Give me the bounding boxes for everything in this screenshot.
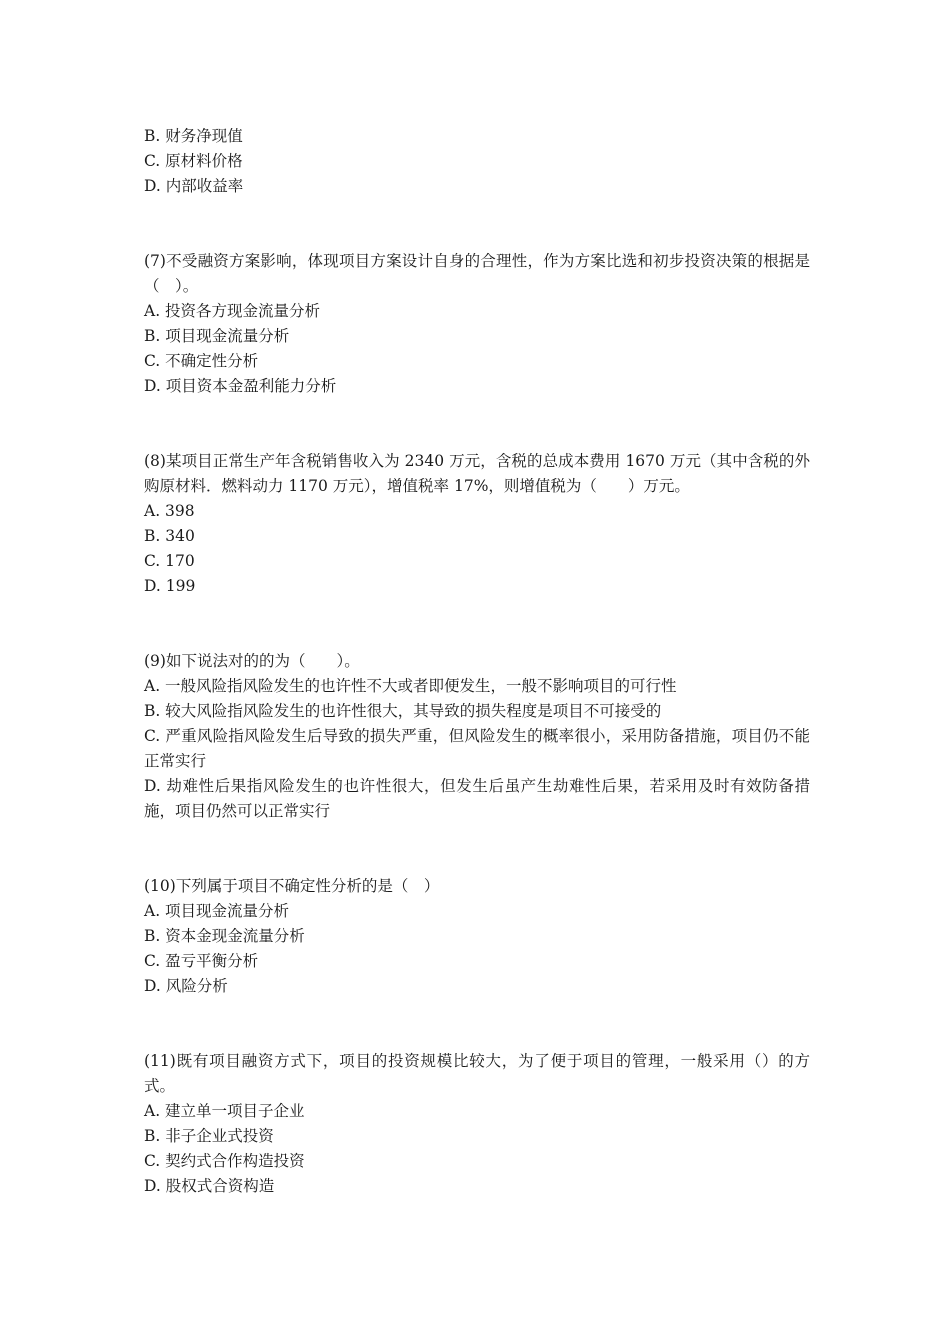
option-b: B. 非子企业式投资 xyxy=(144,1127,274,1145)
question-10 xyxy=(144,874,810,999)
option-d: D. 劫难性后果指风险发生的也许性很大，但发生后虽产生劫难性后果，若采用及时有效防备措施，项目仍然可以正常实行 xyxy=(144,777,810,820)
option-d: D. 风险分析 xyxy=(144,977,228,995)
option-c: C. 原材料价格 xyxy=(144,152,243,170)
option-a: A. 项目现金流量分析 xyxy=(144,902,290,920)
document-page xyxy=(144,124,810,1199)
question-stem: (9)如下说法对的的为（ ）。 xyxy=(144,652,360,670)
question-stem: (7)不受融资方案影响，体现项目方案设计自身的合理性，作为方案比选和初步投资决策的根据是（ ）。 xyxy=(144,252,810,295)
option-a: A. 398 xyxy=(144,502,195,520)
lead-options xyxy=(144,124,810,199)
option-d: D. 199 xyxy=(144,577,196,595)
option-d: D. 项目资本金盈利能力分析 xyxy=(144,377,337,395)
option-c: C. 契约式合作构造投资 xyxy=(144,1152,305,1170)
option-d: D. 股权式合资构造 xyxy=(144,1177,275,1195)
option-d: D. 内部收益率 xyxy=(144,177,244,195)
option-b: B. 340 xyxy=(144,527,195,545)
question-stem: (11)既有项目融资方式下，项目的投资规模比较大，为了便于项目的管理，一般采用（）的方式。 xyxy=(144,1052,810,1095)
option-b: B. 较大风险指风险发生的也许性很大，其导致的损失程度是项目不可接受的 xyxy=(144,702,662,720)
option-c: C. 170 xyxy=(144,552,195,570)
question-7 xyxy=(144,249,810,399)
option-a: A. 建立单一项目子企业 xyxy=(144,1102,305,1120)
option-c: C. 不确定性分析 xyxy=(144,352,259,370)
question-11 xyxy=(144,1049,810,1199)
option-b: B. 资本金现金流量分析 xyxy=(144,927,305,945)
question-stem: (10)下列属于项目不确定性分析的是（ ） xyxy=(144,877,440,895)
question-8 xyxy=(144,449,810,599)
option-c: C. 严重风险指风险发生后导致的损失严重，但风险发生的概率很小，采用防备措施，项目仍不能正常实行 xyxy=(144,727,810,770)
option-a: A. 一般风险指风险发生的也许性不大或者即便发生，一般不影响项目的可行性 xyxy=(144,677,677,695)
question-9 xyxy=(144,649,810,824)
option-b: B. 财务净现值 xyxy=(144,127,243,145)
option-b: B. 项目现金流量分析 xyxy=(144,327,290,345)
option-c: C. 盈亏平衡分析 xyxy=(144,952,259,970)
option-a: A. 投资各方现金流量分析 xyxy=(144,302,321,320)
question-stem: (8)某项目正常生产年含税销售收入为 2340 万元，含税的总成本费用 1670 万元（其中含税的外购原材料．燃料动力 1170 万元），增值税率 17%，则增值税为（ ）万元。 xyxy=(144,452,810,495)
